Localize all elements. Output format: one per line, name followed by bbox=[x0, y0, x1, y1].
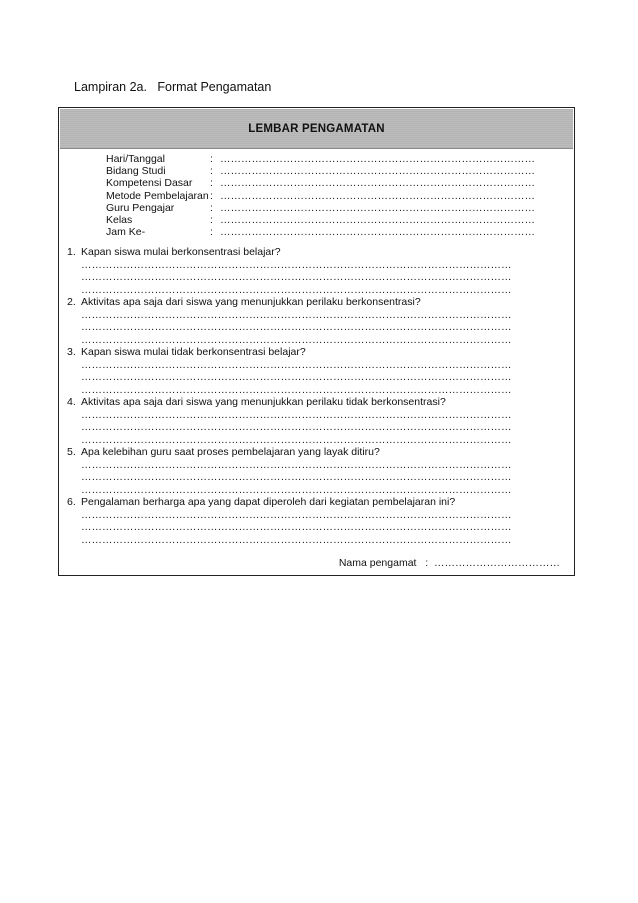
answer-line: …………………………………………………………………………………………………………… bbox=[81, 483, 512, 496]
answer-line: …………………………………………………………………………………………………………… bbox=[81, 271, 512, 283]
answer-line: …………………………………………………………………………………………………………… bbox=[81, 371, 512, 383]
info-fill-line: ……………………………………………………………………………… bbox=[220, 226, 535, 239]
info-fill-line: ……………………………………………………………………………… bbox=[220, 201, 535, 214]
answer-line: …………………………………………………………………………………………………………… bbox=[81, 308, 512, 321]
question-4 bbox=[67, 396, 567, 446]
info-fill-line: ……………………………………………………………………………… bbox=[220, 189, 535, 202]
question-label: Aktivitas apa saja dari siswa yang menunjukkan perilaku berkonsentrasi? bbox=[81, 296, 421, 308]
question-label: Aktivitas apa saja dari siswa yang menunjukkan perilaku tidak berkonsentrasi? bbox=[81, 396, 446, 408]
question-text bbox=[67, 396, 567, 409]
info-colon: : bbox=[210, 213, 213, 226]
observer-signature bbox=[339, 557, 560, 570]
question-number: 2. bbox=[67, 296, 76, 308]
answer-line: …………………………………………………………………………………………………………… bbox=[81, 458, 512, 471]
info-label: Hari/Tanggal bbox=[106, 153, 165, 165]
answer-line: …………………………………………………………………………………………………………… bbox=[81, 533, 512, 546]
info-fields bbox=[106, 153, 551, 238]
info-row-hari-tanggal bbox=[106, 153, 551, 165]
info-label: Guru Pengajar bbox=[106, 201, 175, 214]
signature-colon: : bbox=[425, 557, 429, 569]
info-label: Kompetensi Dasar bbox=[106, 177, 193, 190]
info-row-guru-pengajar bbox=[106, 202, 551, 214]
question-number: 1. bbox=[67, 246, 76, 258]
info-fill-line: ……………………………………………………………………………… bbox=[220, 165, 535, 178]
question-number: 3. bbox=[67, 346, 76, 358]
question-number: 6. bbox=[67, 496, 76, 508]
signature-fill-line: ……………………………… bbox=[434, 557, 560, 569]
info-fill-line: ……………………………………………………………………………… bbox=[220, 213, 535, 226]
question-number: 5. bbox=[67, 446, 76, 458]
observation-sheet bbox=[58, 107, 575, 576]
info-colon: : bbox=[210, 201, 213, 214]
sheet-title: LEMBAR PENGAMATAN bbox=[248, 123, 385, 135]
title-bar bbox=[60, 109, 573, 149]
answer-line: …………………………………………………………………………………………………………… bbox=[81, 321, 512, 333]
question-label: Kapan siswa mulai tidak berkonsentrasi belajar? bbox=[81, 346, 306, 358]
question-3 bbox=[67, 346, 567, 396]
info-row-metode-pembelajaran bbox=[106, 190, 551, 202]
question-label: Kapan siswa mulai berkonsentrasi belajar? bbox=[81, 246, 281, 258]
question-label: Apa kelebihan guru saat proses pembelajaran yang layak ditiru? bbox=[81, 446, 380, 458]
info-colon: : bbox=[210, 177, 213, 190]
answer-line: …………………………………………………………………………………………………………… bbox=[81, 408, 512, 421]
question-1 bbox=[67, 246, 567, 296]
answer-line: …………………………………………………………………………………………………………… bbox=[81, 521, 512, 533]
info-fill-line: ……………………………………………………………………………… bbox=[220, 153, 535, 165]
question-number: 4. bbox=[67, 396, 76, 408]
info-row-bidang-studi bbox=[106, 165, 551, 177]
question-list bbox=[67, 246, 567, 546]
answer-line: …………………………………………………………………………………………………………… bbox=[81, 283, 512, 296]
info-fill-line: ……………………………………………………………………………… bbox=[220, 177, 535, 190]
question-text bbox=[67, 346, 567, 359]
question-6 bbox=[67, 496, 567, 546]
attachment-caption: Lampiran 2a. Format Pengamatan bbox=[74, 80, 272, 94]
question-text bbox=[67, 496, 567, 509]
question-2 bbox=[67, 296, 567, 346]
info-colon: : bbox=[210, 226, 213, 239]
question-5 bbox=[67, 446, 567, 496]
answer-line: …………………………………………………………………………………………………………… bbox=[81, 433, 512, 446]
question-text bbox=[67, 446, 567, 459]
question-text bbox=[67, 296, 567, 309]
answer-line: …………………………………………………………………………………………………………… bbox=[81, 471, 512, 483]
info-label: Jam Ke- bbox=[106, 226, 146, 239]
info-label: Metode Pembelajaran bbox=[106, 189, 209, 202]
info-label: Bidang Studi bbox=[106, 165, 166, 178]
signature-label: Nama pengamat bbox=[338, 557, 417, 569]
info-row-jam-ke bbox=[106, 226, 551, 238]
info-colon: : bbox=[210, 189, 213, 202]
answer-line: …………………………………………………………………………………………………………… bbox=[81, 508, 512, 521]
info-row-kompetensi-dasar bbox=[106, 177, 551, 189]
answer-line: …………………………………………………………………………………………………………… bbox=[81, 421, 512, 433]
info-row-kelas bbox=[106, 214, 551, 226]
answer-line: …………………………………………………………………………………………………………… bbox=[81, 258, 512, 271]
answer-line: …………………………………………………………………………………………………………… bbox=[81, 383, 512, 396]
info-label: Kelas bbox=[106, 213, 133, 226]
info-colon: : bbox=[210, 165, 213, 178]
answer-line: …………………………………………………………………………………………………………… bbox=[81, 358, 512, 371]
question-label: Pengalaman berharga apa yang dapat diperoleh dari kegiatan pembelajaran ini? bbox=[81, 496, 456, 508]
question-text bbox=[67, 246, 567, 259]
answer-line: …………………………………………………………………………………………………………… bbox=[81, 333, 512, 346]
info-colon: : bbox=[210, 153, 213, 165]
